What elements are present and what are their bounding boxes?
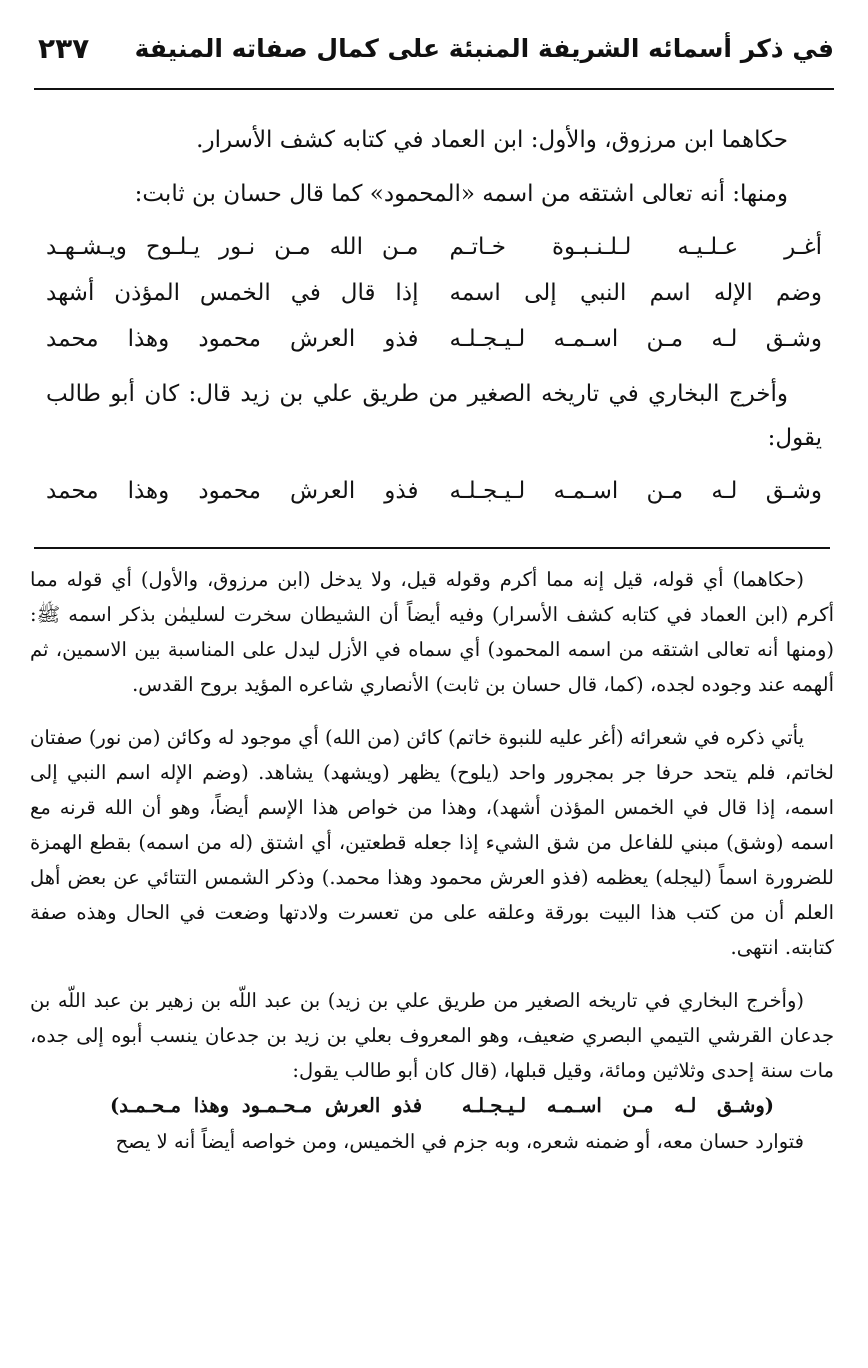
verse-first-hemistich: وضم الإله اسم النبي إلى اسمه — [449, 280, 822, 306]
verse-second-hemistich: فذو العرش محمود وهذا محمد — [46, 326, 419, 352]
page-header — [34, 30, 834, 90]
paragraph: حكاهما ابن مرزوق، والأول: ابن العماد في كتابه كشف الأسرار. — [196, 127, 788, 153]
footnote-separator — [34, 547, 830, 549]
poem-verse — [46, 316, 822, 362]
paragraph: وأخرج البخاري في تاريخه الصغير من طريق علي بن زيد قال: كان أبو طالب يقول: — [46, 381, 822, 451]
verse-first-hemistich: (وشـق لـه مـن اسـمـه لـيـجـلـه — [461, 1094, 774, 1117]
verse-second-hemistich: مـن الله مـن نـور يـلـوح ويـشـهـد — [46, 234, 419, 260]
poem-verse — [46, 270, 822, 316]
paragraph: ومنها: أنه تعالى اشتقه من اسمه «المحمود» كما قال حسان بن ثابت: — [134, 181, 788, 207]
verse-second-hemistich: فذو العرش مـحـمـود وهذا مـحـمـد) — [110, 1094, 423, 1117]
poem — [46, 224, 822, 362]
commentary-paragraph: (حكاهما) أي قوله، قيل إنه مما أكرم وقوله قيل، ولا يدخل (ابن مرزوق، والأول) أي قوله مما أكرم (ابن العماد في كتابه كشف الأسرار) وفيه أيضاً أن الشيطان سخرت لسليمٰن بذكر اسمه ﷺ: (ومنها أنه تعالى اشتقه من اسمه المحمود) أي سماه في الأزل ليدل على المناسبة بين الاسمين، ثم ألهمه عند وجوده لجده، (كما، قال حسان بن ثابت) الأنصاري شاعره المؤيد بروح القدس. — [30, 568, 834, 696]
page-number: ٢٣٧ — [38, 32, 90, 65]
poem — [46, 468, 822, 514]
commentary-paragraph: يأتي ذكره في شعرائه (أغر عليه للنبوة خاتم) كائن (من الله) أي موجود له وكائن (من نور) صفتان لخاتم، فلم يتحد حرفا جر بمجرور واحد (يلوح) يظهر (ويشهد) يشاهد. (وضم الإله اسم النبي إلى اسمه، إذا قال في الخمس المؤذن أشهد)، وهذا من خواص هذا الإسم أيضاً، وهو أن الله قرنه مع اسمه (وشق) مبني للفاعل من شق الشيء إذا جعله قطعتين، أي اشتق (له من اسمه) بقطع الهمزة للضرورة اسماً (ليجله) يعظمه (فذو العرش محمود وهذا محمد.) وذكر الشمس التتائي عن بعض أهل العلم أن من كتب هذا البيت بورقة وعلقه على من تعسرت ولادتها وضعت في الحال وهذه صفة كتابته. انتهى. — [30, 726, 834, 959]
commentary-verse — [30, 1088, 834, 1124]
verse-second-hemistich: فذو العرش محمود وهذا محمد — [46, 478, 419, 504]
poem-verse — [46, 468, 822, 514]
verse-first-hemistich: وشـق لـه مـن اسـمـه لـيـجـلـه — [449, 478, 822, 504]
poem-verse — [46, 224, 822, 270]
running-title: في ذكر أسمائه الشريفة المنبئة على كمال صفاته المنيفة — [134, 34, 834, 63]
verse-first-hemistich: وشـق لـه مـن اسـمـه لـيـجـلـه — [449, 326, 822, 352]
main-text — [46, 118, 822, 524]
verse-second-hemistich: إذا قال في الخمس المؤذن أشهد — [46, 280, 419, 306]
commentary-paragraph: فتوارد حسان معه، أو ضمنه شعره، وبه جزم في الخميس، ومن خواصه أيضاً أنه لا يصح — [115, 1130, 804, 1153]
verse-first-hemistich: أغـر عـلـيـه لـلـنـبـوة خـاتـم — [449, 234, 822, 260]
commentary — [30, 562, 834, 1177]
commentary-paragraph: (وأخرج البخاري في تاريخه الصغير من طريق علي بن زيد) بن عبد اللّه بن زهير بن عبد اللّه بن جدعان القرشي التيمي البصري ضعيف، وهو المعروف بعلي بن زيد بن جدعان ينسب أبوه إلى جده، مات سنة إحدى وثلاثين ومائة، وقيل قبلها، (قال كان أبو طالب يقول: — [30, 989, 834, 1082]
